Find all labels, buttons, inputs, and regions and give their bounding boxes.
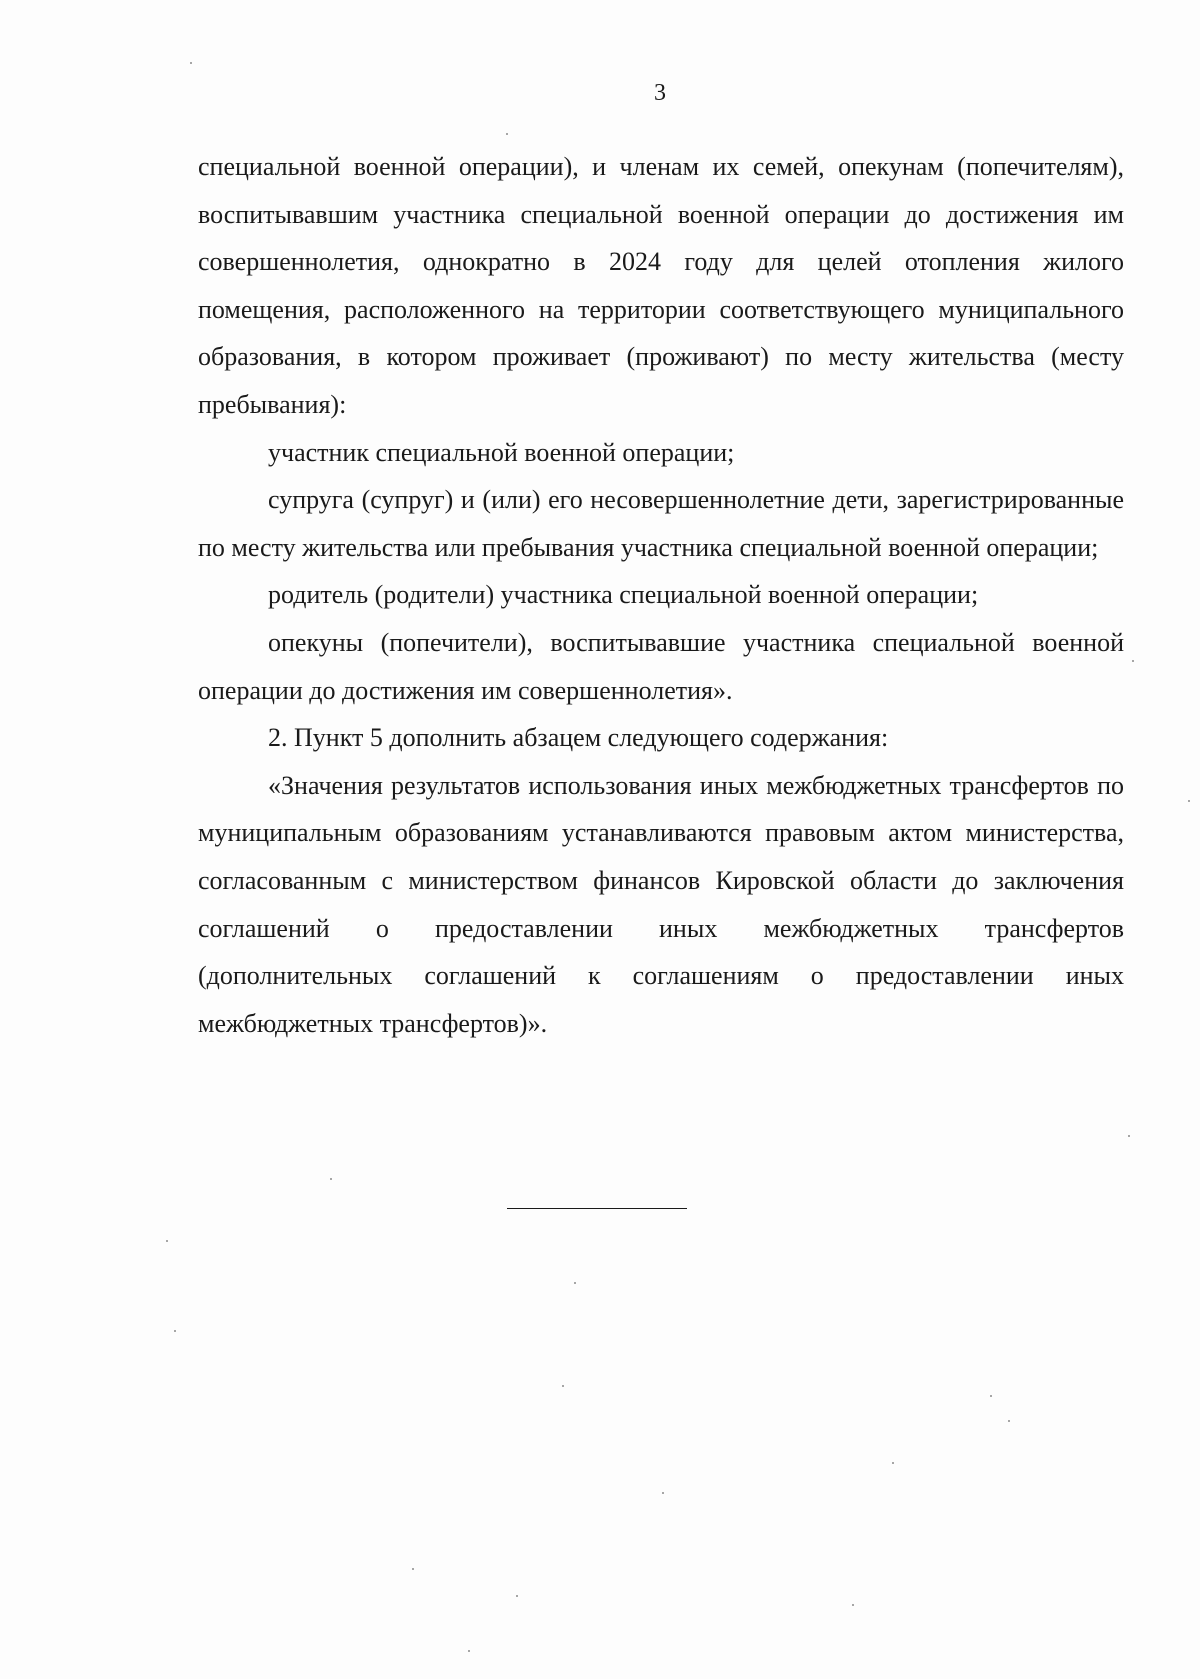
paragraph-eligibility: специальной военной операции), и членам их семей, опекунам (попечителям), воспитывавшим участника специальной военной операции до достижения им совершеннолетия, однократно в 2024 году для целей отопления жилого помещения, расположенного на территории соответствующего муниципального образования, в котором проживает (проживают) по месту жительства (месту пребывания): [198, 152, 1124, 419]
page-number: 3 [654, 80, 666, 106]
scan-speck [990, 1395, 992, 1397]
scan-speck [1128, 1135, 1130, 1137]
scan-speck [662, 1492, 664, 1494]
scan-speck [852, 1604, 854, 1606]
scan-speck [562, 1385, 564, 1387]
scan-speck [1132, 660, 1134, 662]
scan-speck [166, 1240, 168, 1242]
scan-speck [574, 1282, 576, 1284]
scan-speck [506, 133, 508, 135]
paragraph-results-values: «Значения результатов использования иных межбюджетных трансфертов по муниципальным образованиям устанавливаются правовым актом министерства, согласованным с министерством финансов Кировской области до заключения соглашений о предоставлении иных межбюджетных трансфертов (дополнительных соглашений к соглашениям о предоставлении иных межбюджетных трансфертов)». [198, 770, 1124, 1038]
scan-speck [174, 1330, 176, 1332]
paragraph-participant: участник специальной военной операции; [268, 437, 735, 467]
scan-speck [412, 1568, 414, 1570]
scan-speck [516, 1595, 518, 1597]
scan-speck [1188, 800, 1190, 802]
paragraph-clause-2: 2. Пункт 5 дополнить абзацем следующего содержания: [268, 723, 889, 753]
scan-speck [1008, 1420, 1010, 1422]
document-body [198, 143, 1124, 1047]
scan-speck [468, 1650, 470, 1652]
scan-speck [330, 1178, 332, 1180]
scan-speck [190, 62, 192, 64]
paragraph-guardians: опекуны (попечители), воспитывавшие участника специальной военной операции до достижения им совершеннолетия». [198, 627, 1124, 705]
scan-speck [892, 1462, 894, 1464]
paragraph-parents: родитель (родители) участника специальной военной операции; [268, 580, 979, 610]
end-of-text-rule [507, 1208, 687, 1209]
paragraph-spouse-children: супруга (супруг) и (или) его несовершеннолетние дети, зарегистрированные по месту жительства или пребывания участника специальной военной операции; [198, 485, 1124, 562]
